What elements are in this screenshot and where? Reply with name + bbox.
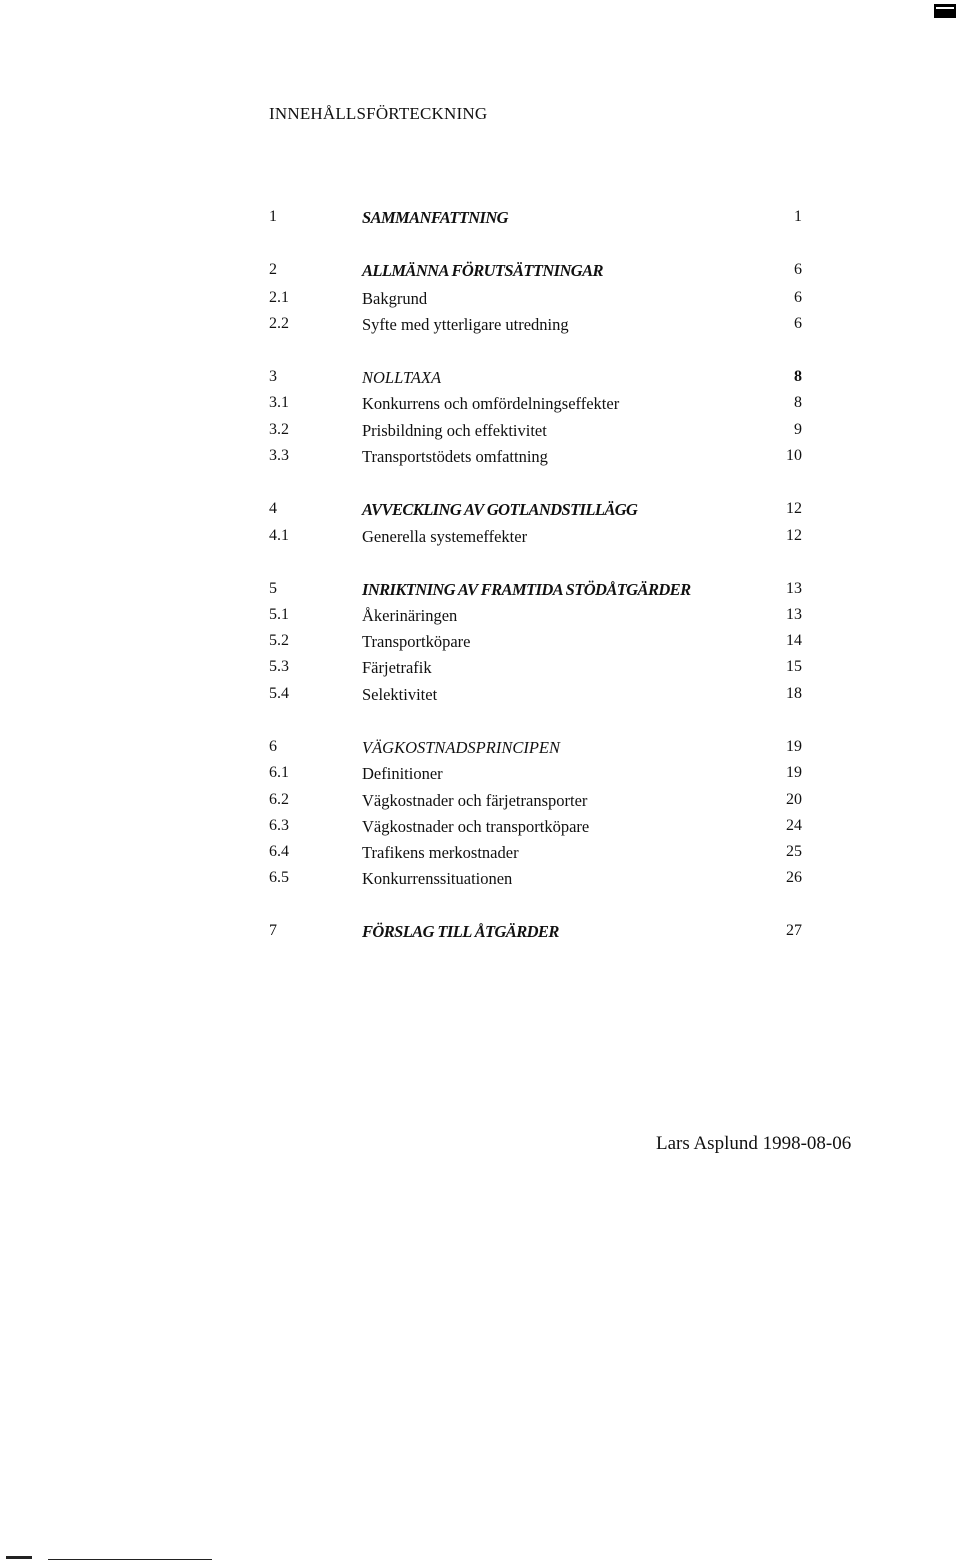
- toc-section-row: [0, 791, 960, 815]
- toc-section-row: [0, 606, 960, 630]
- toc-page-number: 19: [786, 764, 802, 781]
- toc-section-row: [0, 869, 960, 893]
- toc-number: 6.1: [269, 764, 289, 781]
- toc-section-row: [0, 632, 960, 656]
- toc-number: 6.4: [269, 843, 289, 860]
- toc-page-number: 8: [794, 394, 802, 411]
- toc-page-number: 25: [786, 843, 802, 860]
- toc-page-number: 20: [786, 791, 802, 808]
- toc-page-number: 13: [786, 606, 802, 623]
- toc-number: 4.1: [269, 527, 289, 544]
- toc-page-number: 12: [786, 500, 802, 517]
- toc-page-number: 18: [786, 685, 802, 702]
- toc-page-number: 1: [794, 208, 802, 225]
- toc-title: VÄGKOSTNADSPRINCIPEN: [362, 738, 560, 757]
- page-heading: INNEHÅLLSFÖRTECKNING: [269, 104, 488, 123]
- toc-section-row: [0, 394, 960, 418]
- toc-title: Vägkostnader och transportköpare: [362, 817, 590, 836]
- toc-title: Trafikens merkostnader: [362, 843, 519, 862]
- toc-number: 2.1: [269, 289, 289, 306]
- toc-title: Prisbildning och effektivitet: [362, 421, 547, 440]
- toc-number: 5.4: [269, 685, 289, 702]
- toc-section-row: [0, 289, 960, 313]
- toc-number: 6: [269, 738, 277, 755]
- toc-number: 6.2: [269, 791, 289, 808]
- toc-page-number: 15: [786, 658, 802, 675]
- toc-title: NOLLTAXA: [362, 368, 442, 387]
- toc-page-number: 9: [794, 421, 802, 438]
- toc-number: 5: [269, 580, 277, 597]
- toc-title: Åkerinäringen: [362, 606, 458, 625]
- toc-number: 3.1: [269, 394, 289, 411]
- footnote-rule: [48, 1559, 212, 1560]
- toc-number: 6.5: [269, 869, 289, 886]
- toc-title: Generella systemeffekter: [362, 527, 528, 546]
- toc-section-row: [0, 315, 960, 339]
- toc-title: AVVECKLING AV GOTLANDSTILLÄGG: [362, 500, 638, 519]
- toc-title: Transportstödets omfattning: [362, 447, 548, 466]
- toc-number: 3.3: [269, 447, 289, 464]
- toc-number: 6.3: [269, 817, 289, 834]
- toc-page-number: 6: [794, 289, 802, 306]
- corner-stamp-mark: [934, 4, 956, 18]
- toc-section-row: [0, 421, 960, 445]
- toc-page-number: 26: [786, 869, 802, 886]
- toc-chapter-row: [0, 580, 960, 604]
- footnote-mark: [6, 1556, 32, 1559]
- toc-title: INRIKTNING AV FRAMTIDA STÖDÅTGÄRDER: [362, 580, 691, 599]
- toc-title: Konkurrenssituationen: [362, 869, 513, 888]
- toc-page-number: 27: [786, 922, 802, 939]
- toc-chapter-row: [0, 500, 960, 524]
- toc-section-row: [0, 447, 960, 471]
- toc-chapter-row: [0, 208, 960, 232]
- toc-title: Selektivitet: [362, 685, 438, 704]
- toc-title: ALLMÄNNA FÖRUTSÄTTNINGAR: [362, 261, 603, 280]
- toc-section-row: [0, 527, 960, 551]
- toc-chapter-row: [0, 261, 960, 285]
- toc-number: 5.3: [269, 658, 289, 675]
- toc-page-number: 13: [786, 580, 802, 597]
- toc-section-row: [0, 685, 960, 709]
- toc-number: 3.2: [269, 421, 289, 438]
- toc-section-row: [0, 817, 960, 841]
- toc-title: Konkurrens och omfördelningseffekter: [362, 394, 620, 413]
- toc-page-number: 19: [786, 738, 802, 755]
- toc-section-row: [0, 658, 960, 682]
- toc-page-number: 6: [794, 315, 802, 332]
- toc-page-number: 12: [786, 527, 802, 544]
- toc-page-number: 24: [786, 817, 802, 834]
- toc-number: 2.2: [269, 315, 289, 332]
- toc-title: FÖRSLAG TILL ÅTGÄRDER: [362, 922, 559, 941]
- toc-title: Transportköpare: [362, 632, 471, 651]
- toc-number: 4: [269, 500, 277, 517]
- toc-title: Färjetrafik: [362, 658, 432, 677]
- toc-title: Definitioner: [362, 764, 443, 783]
- toc-title: Syfte med ytterligare utredning: [362, 315, 569, 334]
- toc-title: Bakgrund: [362, 289, 428, 308]
- toc-number: 7: [269, 922, 277, 939]
- toc-chapter-row: [0, 922, 960, 946]
- toc-number: 5.2: [269, 632, 289, 649]
- toc-section-row: [0, 843, 960, 867]
- toc-number: 1: [269, 208, 277, 225]
- toc-chapter-row: [0, 368, 960, 392]
- toc-title: SAMMANFATTNING: [362, 208, 508, 227]
- author-date-line: Lars Asplund 1998-08-06: [656, 1133, 852, 1154]
- toc-number: 5.1: [269, 606, 289, 623]
- toc-title: Vägkostnader och färjetransporter: [362, 791, 588, 810]
- toc-page-number: 6: [794, 261, 802, 278]
- toc-number: 3: [269, 368, 277, 385]
- toc-page-number: 10: [786, 447, 802, 464]
- toc-chapter-row: [0, 738, 960, 762]
- toc-number: 2: [269, 261, 277, 278]
- toc-page-number: 14: [786, 632, 802, 649]
- toc-page-number: 8: [794, 368, 802, 385]
- toc-section-row: [0, 764, 960, 788]
